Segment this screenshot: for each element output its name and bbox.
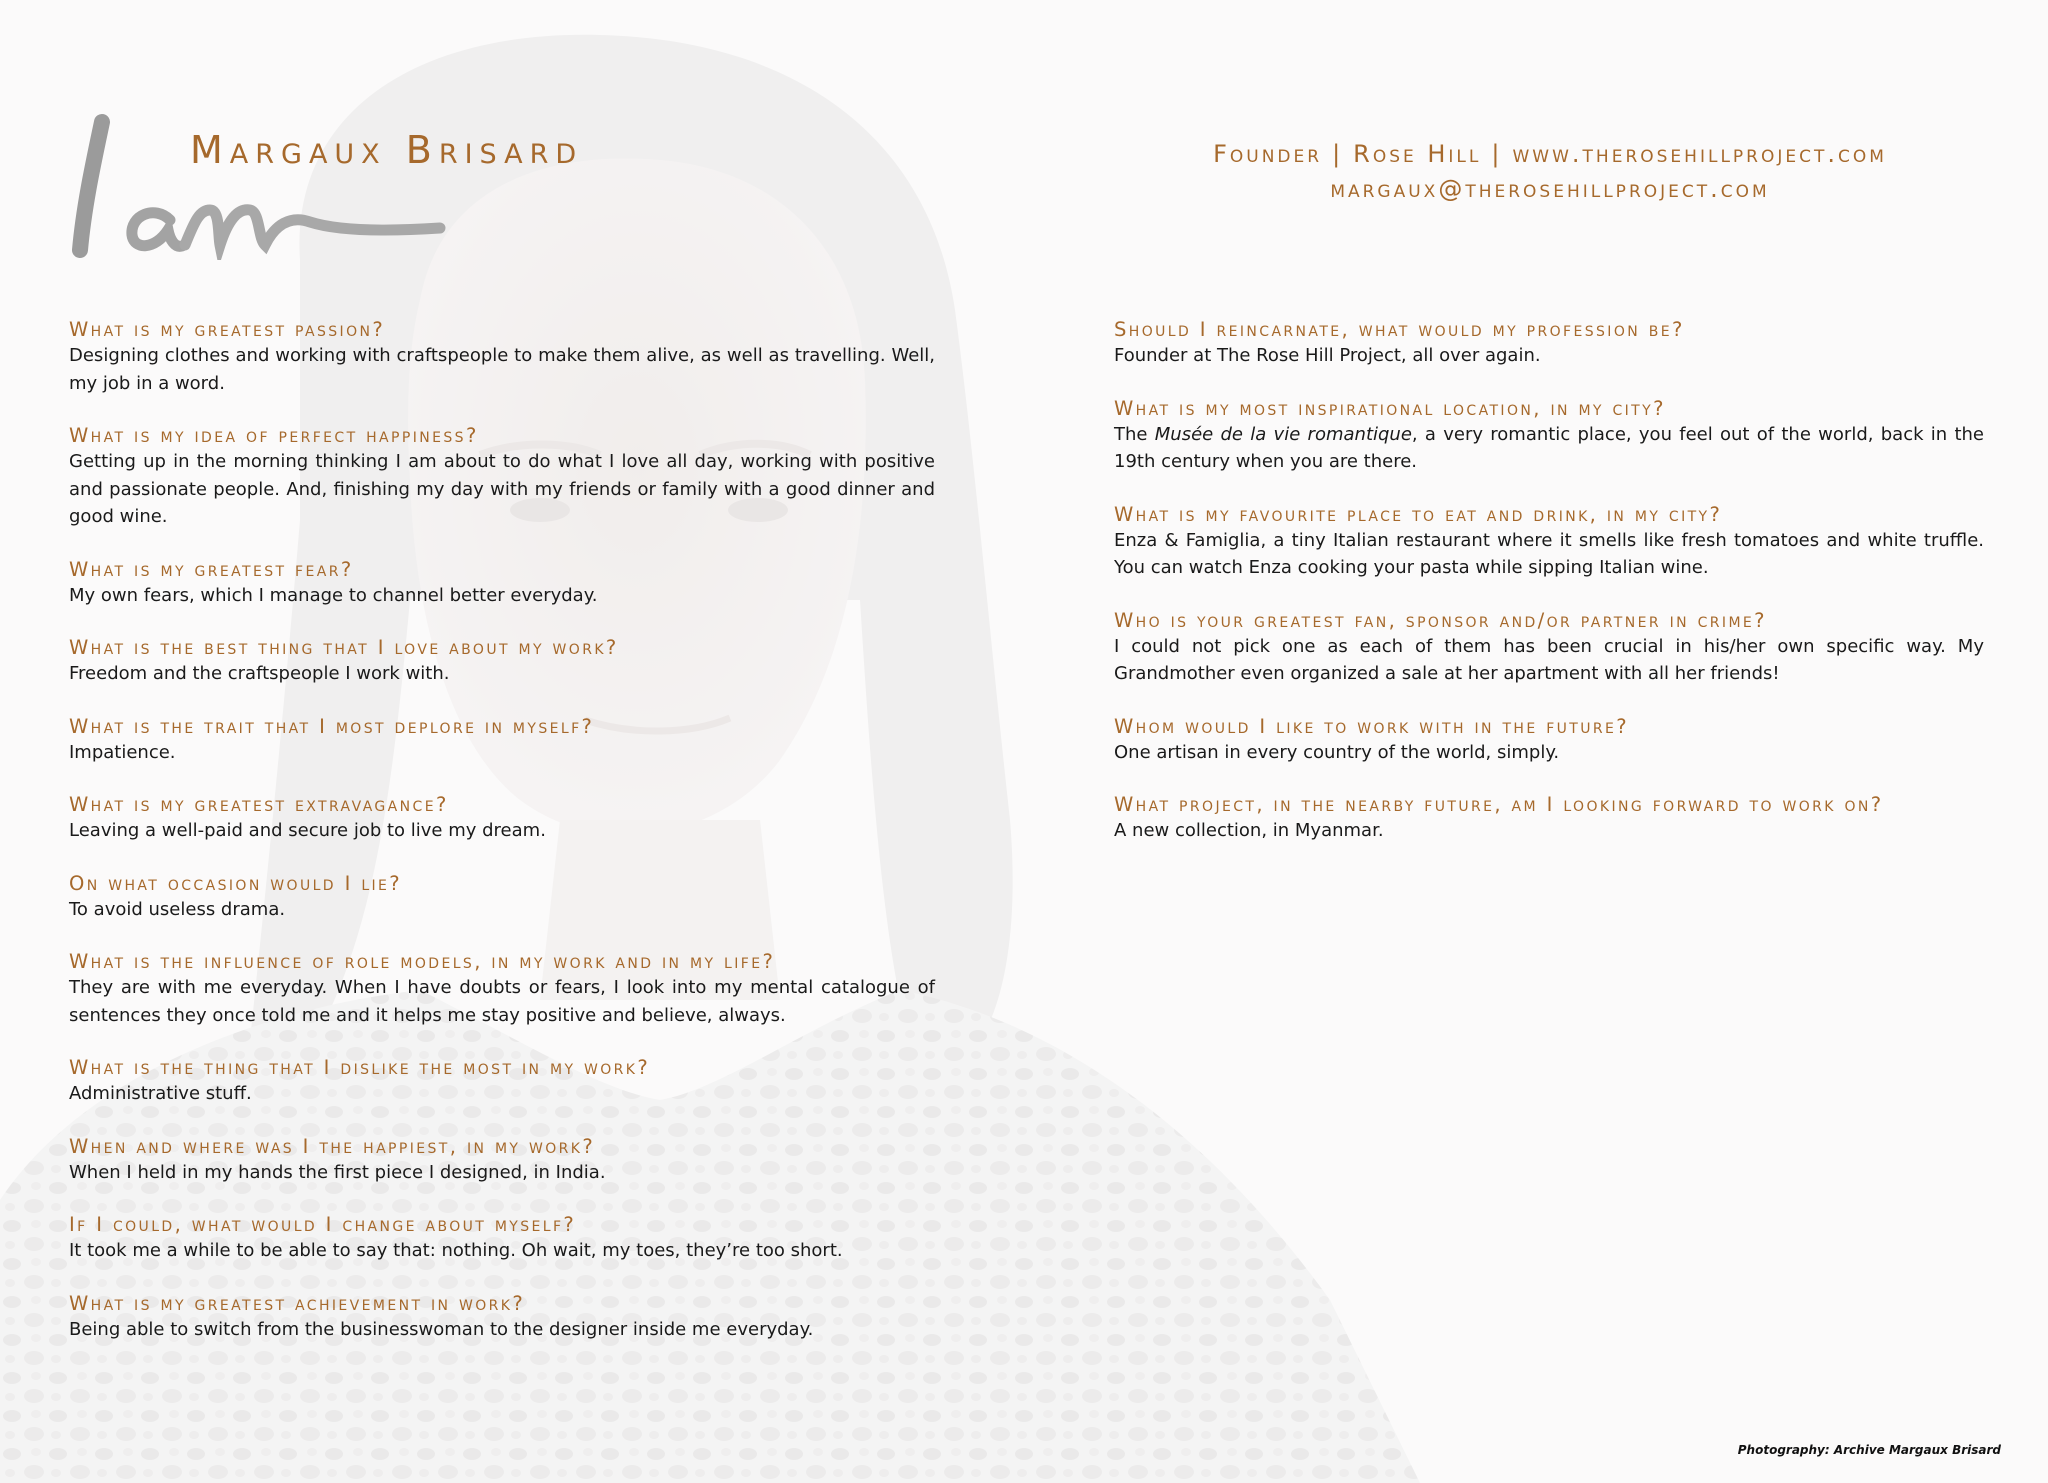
answer: Leaving a well-paid and secure job to live my dream. xyxy=(69,820,546,841)
question: What is my idea of perfect happiness? xyxy=(69,424,479,447)
separator: | xyxy=(1491,140,1503,168)
question: When and where was I the happiest, in my work? xyxy=(69,1134,596,1158)
answer: Impatience. xyxy=(69,741,176,763)
qa-item xyxy=(69,872,935,924)
question: What is my most inspirational location, in my city? xyxy=(1114,396,1666,420)
qa-item xyxy=(1114,318,1984,370)
question: What is the best thing that I love about my work? xyxy=(69,636,619,659)
qa-item xyxy=(1114,397,1984,476)
website-link[interactable]: www.therosehillproject.com xyxy=(1512,140,1887,168)
answer: A new collection, in Myanmar. xyxy=(1114,820,1384,841)
question: Whom would I like to work with in the future? xyxy=(1114,714,1630,738)
answer-emphasis: Musée de la vie romantique xyxy=(1154,423,1412,445)
answer: I could not pick one as each of them has been crucial in his/her own specific way. My Grandmother even organized a sale at her apartment with all her friends! xyxy=(1114,635,1984,684)
answer: To avoid useless drama. xyxy=(69,898,286,920)
question: Should I reincarnate, what would my profession be? xyxy=(1114,318,1685,341)
answer: Designing clothes and working with craftspeople to make them alive, as well as travelling. Well, my job in a word. xyxy=(69,345,935,394)
separator: | xyxy=(1332,140,1344,168)
qa-item xyxy=(69,1056,935,1108)
answer: Administrative stuff. xyxy=(69,1083,252,1104)
question: What is the influence of role models, in my work and in my life? xyxy=(69,950,776,973)
email-link[interactable]: margaux@therosehillproject.com xyxy=(1330,175,1770,203)
qa-item xyxy=(69,793,935,845)
qa-item xyxy=(1114,609,1984,688)
answer: When I held in my hands the first piece I designed, in India. xyxy=(69,1161,606,1183)
question: What is the trait that I most deplore in myself? xyxy=(69,714,595,738)
qa-item xyxy=(69,950,935,1029)
answer: One artisan in every country of the world, simply. xyxy=(1114,741,1560,763)
qa-item xyxy=(69,1213,935,1265)
question: What is my greatest extravagance? xyxy=(69,793,449,816)
qa-item xyxy=(69,1135,935,1187)
qa-item xyxy=(1114,503,1984,582)
qa-item xyxy=(1114,793,1984,845)
question: On what occasion would I lie? xyxy=(69,871,403,895)
question: If I could, what would I change about myself? xyxy=(69,1213,577,1236)
answer: Freedom and the craftspeople I work with. xyxy=(69,663,450,684)
answer: It took me a while to be able to say that: nothing. Oh wait, my toes, they’re too short. xyxy=(69,1240,843,1261)
qa-item xyxy=(69,318,935,397)
email-line xyxy=(1060,172,2040,207)
answer-text: The xyxy=(1114,423,1155,445)
question: What is my favourite place to eat and drink, in my city? xyxy=(1114,502,1723,526)
answer: Getting up in the morning thinking I am about to do what I love all day, working with positive and passionate people. And, finishing my day with my friends or family with a good dinner and good wine. xyxy=(69,451,935,527)
qa-item xyxy=(69,636,935,688)
contact-line xyxy=(1060,137,2040,172)
left-question-column xyxy=(69,318,935,1370)
question: What is my greatest achievement in work? xyxy=(69,1291,526,1315)
qa-item xyxy=(69,424,935,531)
qa-item xyxy=(69,1292,935,1344)
photo-credit: Photography: Archive Margaux Brisard xyxy=(1737,1443,2001,1457)
answer xyxy=(1114,421,1984,476)
answer: Enza & Famiglia, a tiny Italian restaurant where it smells like fresh tomatoes and white truffle. You can watch Enza cooking your pasta while sipping Italian wine. xyxy=(1114,529,1984,578)
answer-text: , a very romantic place, you feel out of the world, back in the 19th century when you are there. xyxy=(1114,423,1984,472)
qa-item xyxy=(69,715,935,767)
qa-item xyxy=(69,558,935,610)
answer: Founder at The Rose Hill Project, all over again. xyxy=(1114,345,1541,366)
answer: Being able to switch from the businesswoman to the designer inside me everyday. xyxy=(69,1318,814,1340)
question: What is my greatest fear? xyxy=(69,557,354,581)
answer: They are with me everyday. When I have doubts or fears, I look into my mental catalogue of sentences they once told me and it helps me stay positive and believe, always. xyxy=(69,977,935,1026)
question: What project, in the nearby future, am I looking forward to work on? xyxy=(1114,793,1884,816)
answer: My own fears, which I manage to channel better everyday. xyxy=(69,584,598,606)
question: Who is your greatest fan, sponsor and/or partner in crime? xyxy=(1114,608,1767,632)
question: What is the thing that I dislike the most in my work? xyxy=(69,1056,651,1079)
right-question-column xyxy=(1114,318,1984,872)
person-name: Margaux Brisard xyxy=(190,128,584,172)
role-text: Founder xyxy=(1213,140,1323,168)
question: What is my greatest passion? xyxy=(69,318,386,341)
qa-item xyxy=(1114,715,1984,767)
company-text: Rose Hill xyxy=(1353,140,1482,168)
